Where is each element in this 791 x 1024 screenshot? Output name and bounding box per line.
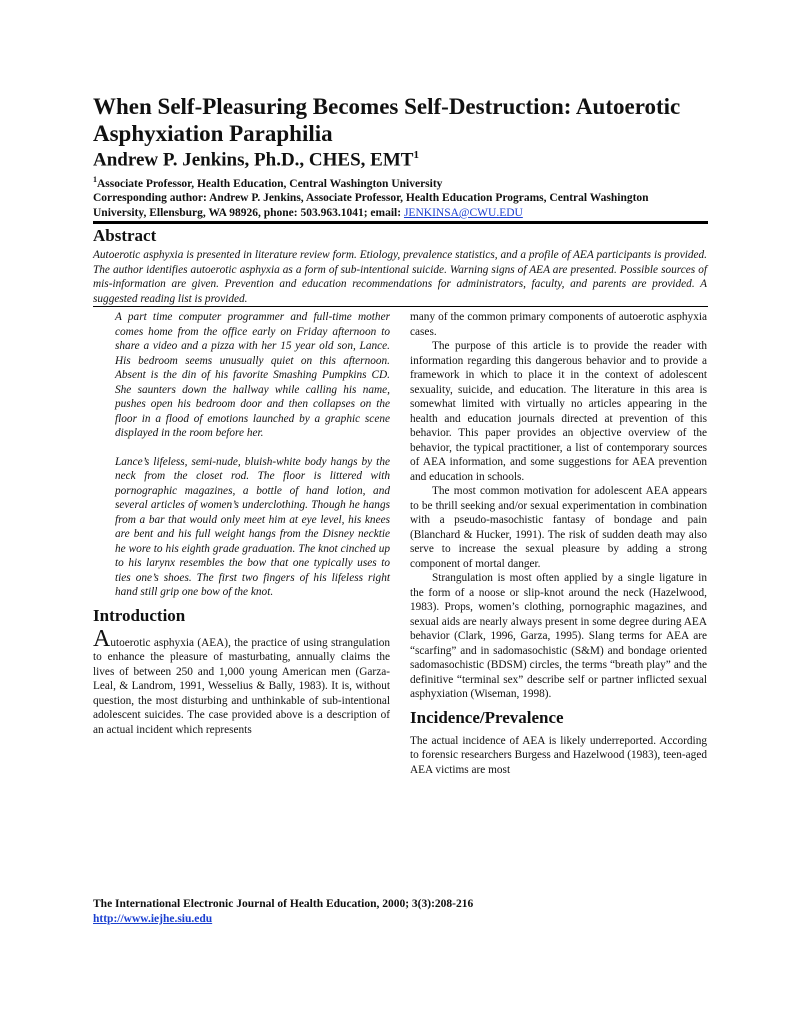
journal-url-link[interactable]: http://www.iejhe.siu.edu bbox=[93, 913, 213, 925]
introduction-heading: Introduction bbox=[93, 605, 186, 625]
affiliation-text: Associate Professor, Health Education, Central Washington University bbox=[97, 177, 443, 190]
purpose-paragraph: The purpose of this article is to provide the reader with information regarding this dangerous behavior and to provide a framework in which to place it in the context of adolescent sexuality, suicide, and education. The literature in this area is somewhat limited with virtually no articles appearing in the health and education journals directed at prevention of this behavior. This paper provides an objective overview of the behavior, the typical practitioner, a list of contemporary sources of AEA information, and some suggestions for AEA prevention and education in schools. bbox=[410, 340, 707, 483]
case-vignette-paragraph: Lance’s lifeless, semi-nude, bluish-white body hangs by the neck from the closet rod. The floor is littered with pornographic magazines, a bottle of hand lotion, and several articles of women’s underclothing. Though he hangs from a bar that would only meet him at eye level, his knees are bent and his full weight hangs from the Disney necktie he wore to his eighth grade graduation. The knot cinched up to his larynx resembles the bow that one typically uses to ties one’s shoes. The first two fingers of his lifeless right hand still grip one bow of the knot. bbox=[115, 455, 390, 598]
affiliation-mark: 1 bbox=[93, 175, 97, 184]
motivation-paragraph: The most common motivation for adolescent AEA appears to be thrill seeking and/or sexual experimentation in combination with a pseudo-masochistic fantasy of bondage and pain (Blanchard & Hucker, 1991). The risk of sudden death may also serve to increase the sexual pleasure by adding a strong component of mortal danger. bbox=[410, 485, 707, 570]
abstract-text: Autoerotic asphyxia is presented in literature review form. Etiology, prevalence statistics, and a profile of AEA participants is provided. The author identifies autoerotic asphyxia as a form of sub-intentional suicide. Warning signs of AEA are presented. Possible sources of mis-information are given. Prevention and education recommendations for administrators, faculty, and parents are provided. A suggested reading list is provided. bbox=[93, 249, 707, 305]
corresponding-author: Corresponding author: Andrew P. Jenkins, Associate Professor, Health Education Programs, Central Washington University, Ellensburg, WA 98926, phone: 503.963.1041; email: bbox=[93, 192, 649, 219]
drop-cap: A bbox=[93, 625, 111, 652]
author-email-link[interactable]: JENKINSA@CWU.EDU bbox=[403, 206, 523, 219]
incidence-paragraph: The actual incidence of AEA is likely underreported. According to forensic researchers Burgess and Hazelwood (1983), teen-aged AEA victims are most bbox=[410, 734, 707, 776]
strangulation-paragraph: Strangulation is most often applied by a single ligature in the form of a noose or slip-knot around the neck (Hazelwood, 1983). Props, women’s clothing, pornographic magazines, and sexual aids are nearly always present in some degree during AEA behavior (Clark, 1996, Garza, 1995). Slang terms for AEA are “scarfing” and in sadomasochistic (S&M) and bondage oriented sadomasochistic (BDSM) circles, the terms “breath play” and the definitive “terminal sex” describe self or partner inflicted sexual asphyxiation (Wiseman, 1998). bbox=[410, 572, 707, 700]
introduction-paragraph bbox=[93, 625, 390, 738]
author-line bbox=[93, 149, 713, 171]
right-column bbox=[410, 310, 707, 777]
incidence-heading: Incidence/Prevalence bbox=[410, 707, 564, 727]
left-column bbox=[93, 310, 390, 737]
introduction-text: utoerotic asphyxia (AEA), the practice of using strangulation to enhance the pleasure of masturbating, annually claims the lives of between 250 and 1,000 young American men (Garza-Leal, & Landrom, 1991, Wesselius & Bally, 1983). It is, without question, the most disturbing and unthinkable of sub-intentional adolescent suicides. The case provided above is a description of an actual incident which represents bbox=[93, 636, 390, 736]
author-name: Andrew P. Jenkins, Ph.D., CHES, EMT bbox=[93, 149, 414, 171]
author-footnote-mark: 1 bbox=[413, 149, 419, 161]
case-vignette-paragraph: A part time computer programmer and full-time mother comes home from the office early on Friday afternoon to share a video and a pizza with her 15 year old son, Lance. His bedroom seems unusually quiet on this afternoon. Absent is the din of his favorite Smashing Pumpkins CD. She saunters down the hallway while calling his name, pushes open his bedroom door and then collapses on the floor in a flood of emotions launched by a graphic scene displayed in the room before her. bbox=[115, 311, 390, 439]
abstract-divider bbox=[93, 306, 708, 307]
header-divider bbox=[93, 221, 708, 224]
abstract-heading: Abstract bbox=[93, 226, 157, 245]
journal-citation: The International Electronic Journal of Health Education, 2000; 3(3):208-216 bbox=[93, 898, 474, 910]
body-paragraph: many of the common primary components of autoerotic asphyxia cases. bbox=[410, 311, 707, 338]
affiliation-block bbox=[93, 173, 703, 220]
article-title: When Self-Pleasuring Becomes Self-Destruction: Autoerotic Asphyxiation Paraphilia bbox=[93, 94, 681, 146]
